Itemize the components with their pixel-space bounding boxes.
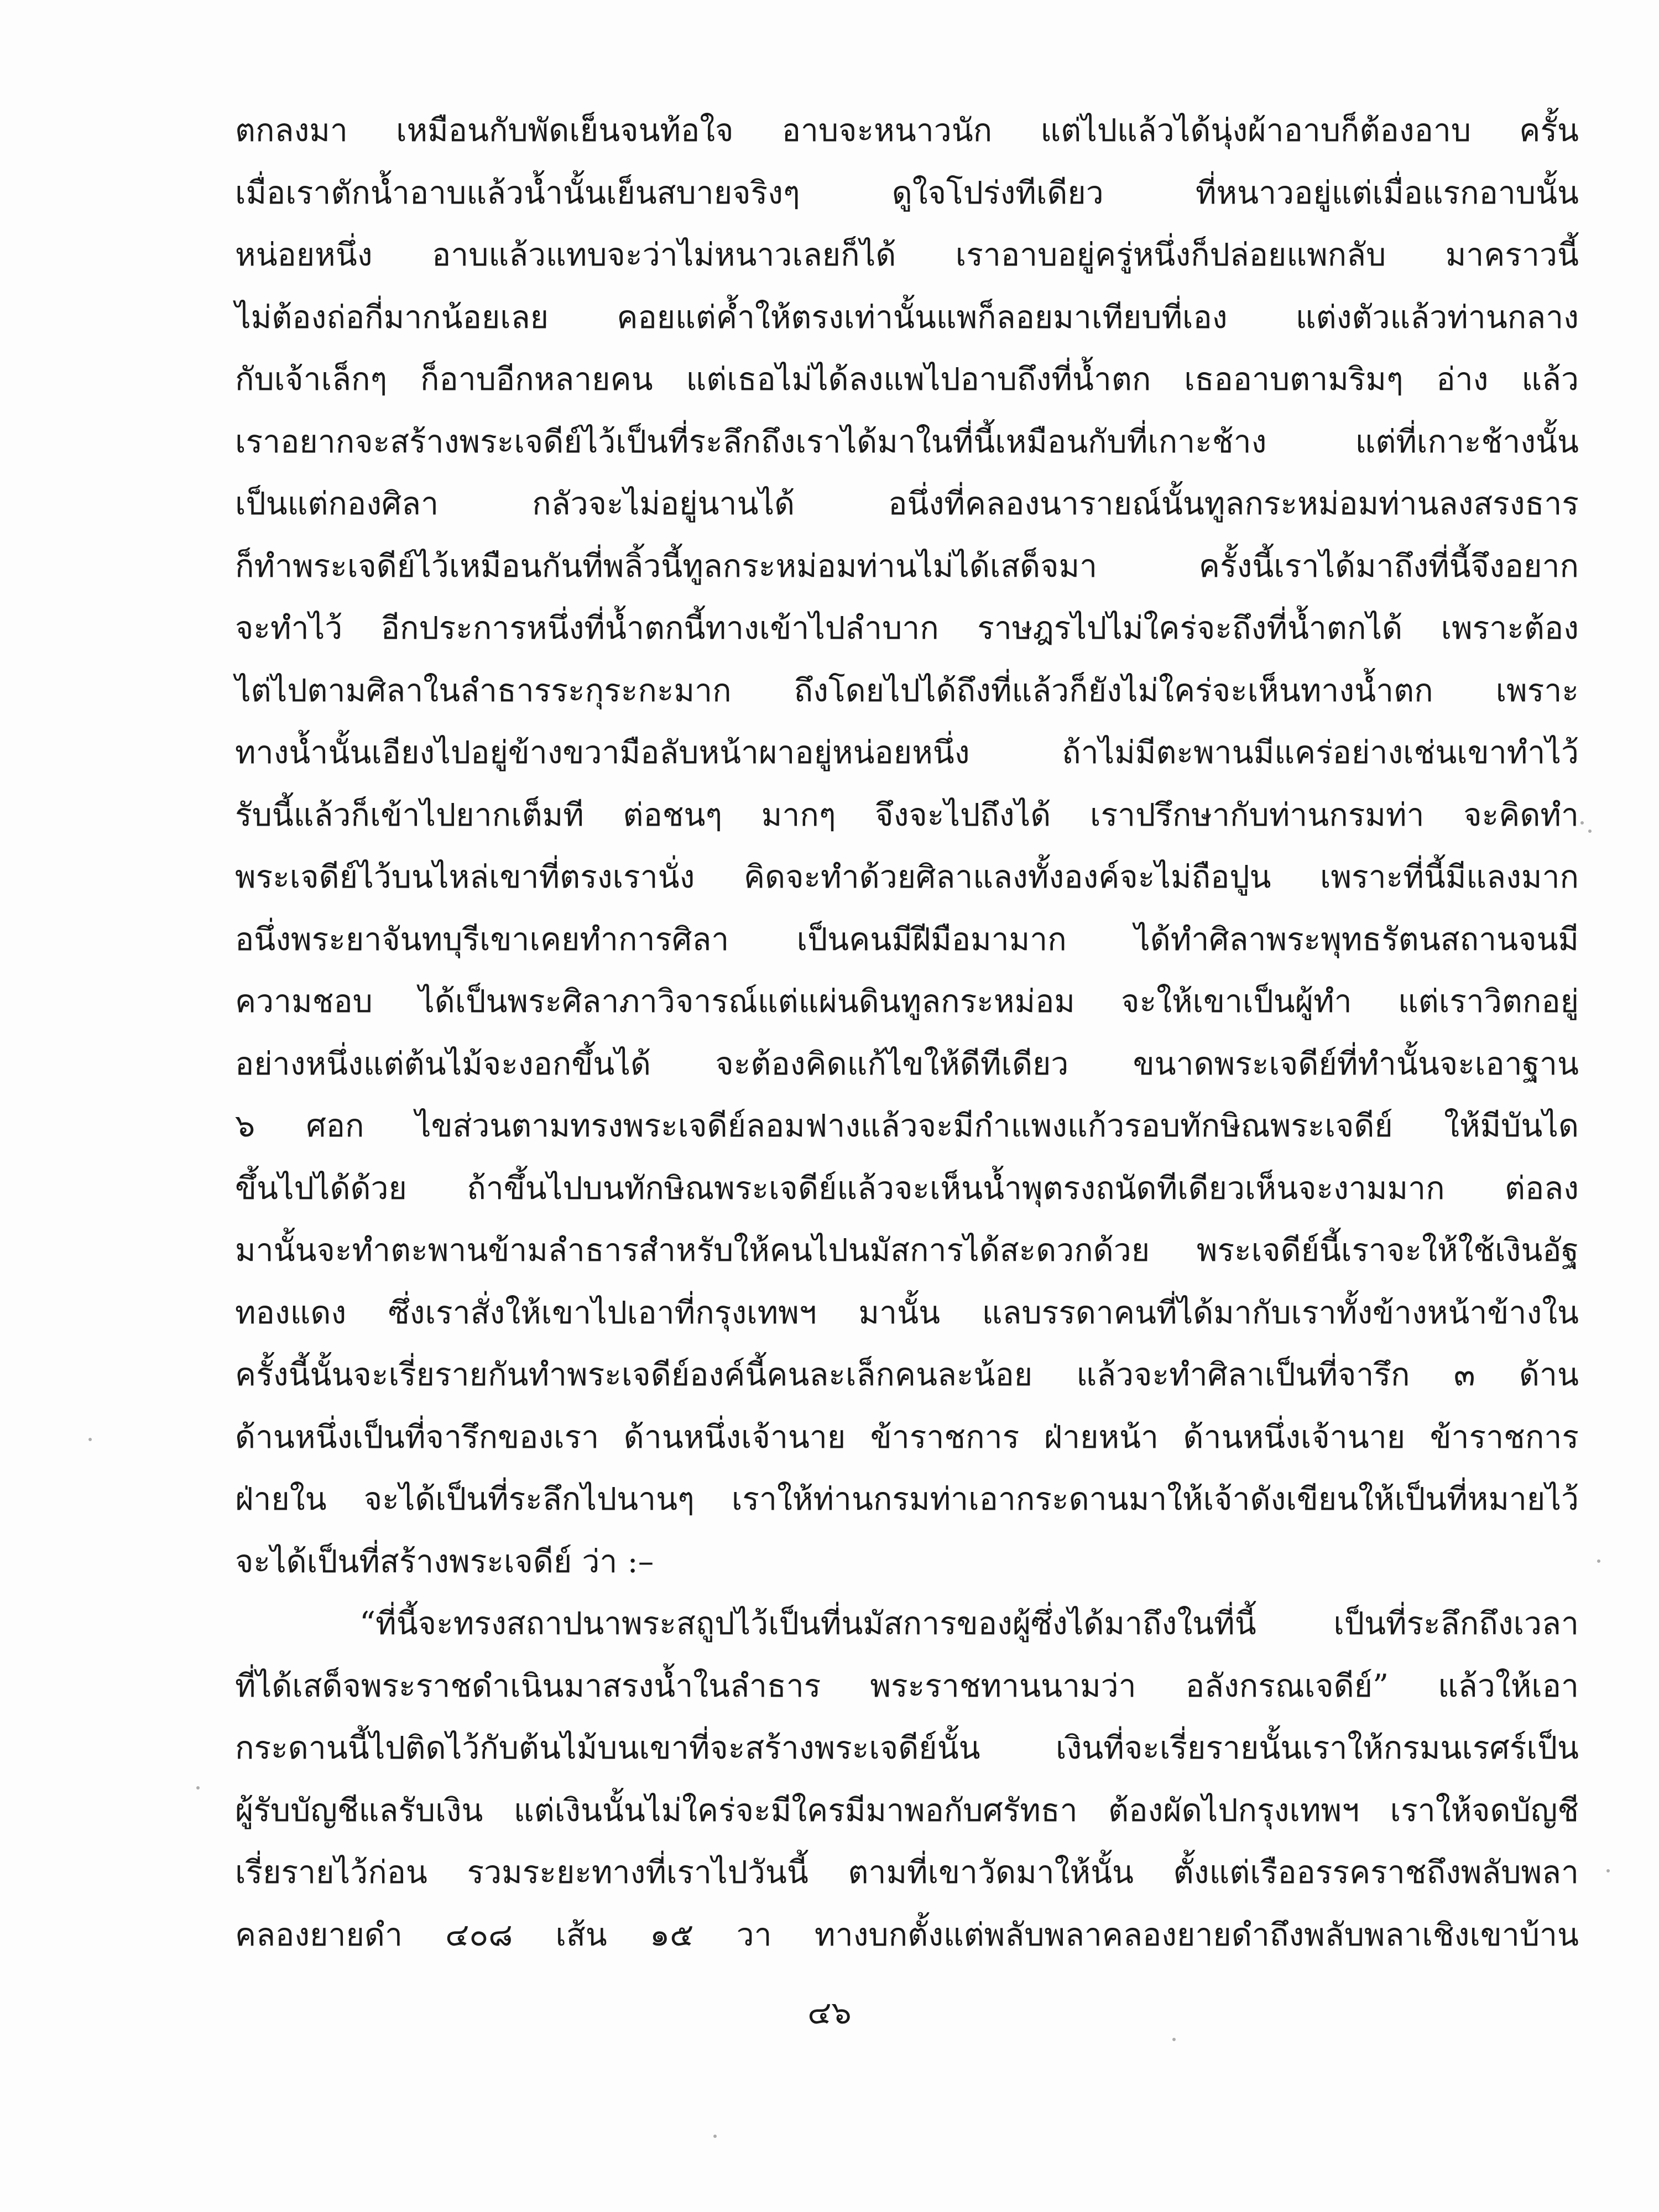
quote-line: “ที่นี้จะทรงสถาปนาพระสถูปไว้เป็นที่นมัสการของผู้ซึ่งได้มาถึงในที่นี้ เป็นที่ระลึกถึงเวลา	[359, 1605, 1579, 1642]
text-line: ไต่ไปตามศิลาในลำธารระกุระกะมาก ถึงโดยไปได้ถึงที่แล้วก็ยังไม่ใคร่จะเห็นทางน้ำตก เพราะ	[235, 672, 1579, 709]
page-number: ๔๖	[807, 1995, 852, 2031]
scan-speck	[88, 1438, 92, 1441]
text-line: คลองยายดำ ๔๐๘ เส้น ๑๕ วา ทางบกตั้งแต่พลับพลาคลองยายดำถึงพลับพลาเชิงเขาบ้าน	[235, 1916, 1579, 1953]
text-line: ทางน้ำนั้นเอียงไปอยู่ข้างขวามือลับหน้าผาอยู่หน่อยหนึ่ง ถ้าไม่มีตะพานมีแคร่อย่างเช่นเขาทำไว้	[235, 734, 1579, 771]
text-line: ฝ่ายใน จะได้เป็นที่ระลึกไปนานๆ เราให้ท่านกรมท่าเอากระดานมาให้เจ้าดังเขียนให้เป็นที่หมายไว้	[235, 1481, 1579, 1517]
body-text	[235, 100, 1579, 1966]
scan-speck	[196, 1786, 200, 1790]
text-line: กระดานนี้ไปติดไว้กับต้นไม้บนเขาที่จะสร้างพระเจดีย์นั้น เงินที่จะเรี่ยรายนั้นเราให้กรมนเรศร์เป็น	[235, 1730, 1579, 1766]
text-line: ขึ้นไปได้ด้วย ถ้าขึ้นไปบนทักษิณพระเจดีย์แล้วจะเห็นน้ำพุตรงถนัดทีเดียวเห็นจะงามมาก ต่อลง	[235, 1170, 1579, 1207]
text-line: ตกลงมา เหมือนกับพัดเย็นจนท้อใจ อาบจะหนาวนัก แต่ไปแล้วได้นุ่งผ้าอาบก็ต้องอาบ ครั้น	[235, 112, 1579, 149]
text-line: จะทำไว้ อีกประการหนึ่งที่น้ำตกนี้ทางเข้าไปลำบาก ราษฎรไปไม่ใคร่จะถึงที่น้ำตกได้ เพราะต้อง	[235, 610, 1579, 646]
scan-speck	[713, 2135, 717, 2138]
quote-line: ที่ได้เสด็จพระราชดำเนินมาสรงน้ำในลำธาร พระราชทานนามว่า อลังกรณเจดีย์” แล้วให้เอา	[235, 1667, 1579, 1704]
scan-speck	[1580, 821, 1584, 825]
text-line: ด้านหนึ่งเป็นที่จารึกของเรา ด้านหนึ่งเจ้านาย ข้าราชการ ฝ่ายหน้า ด้านหนึ่งเจ้านาย ข้าราชการ	[235, 1418, 1579, 1455]
text-line: ผู้รับบัญชีแลรับเงิน แต่เงินนั้นไม่ใคร่จะมีใครมีมาพอกับศรัทธา ต้องผัดไปกรุงเทพฯ เราให้จดบัญชี	[235, 1792, 1579, 1829]
text-line: เรี่ยรายไว้ก่อน รวมระยะทางที่เราไปวันนี้ ตามที่เขาวัดมาให้นั้น ตั้งแต่เรืออรรคราชถึงพลับพลา	[235, 1854, 1579, 1891]
text-line: เป็นแต่กองศิลา กลัวจะไม่อยู่นานได้ อนึ่งที่คลองนารายณ์นั้นทูลกระหม่อมท่านลงสรงธาร	[235, 486, 1579, 522]
text-line: อนึ่งพระยาจันทบุรีเขาเคยทำการศิลา เป็นคนมีฝีมือมามาก ได้ทำศิลาพระพุทธรัตนสถานจนมี	[235, 921, 1579, 958]
text-line: เราอยากจะสร้างพระเจดีย์ไว้เป็นที่ระลึกถึงเราได้มาในที่นี้เหมือนกับที่เกาะช้าง แต่ที่เกาะช้างนั้น	[235, 423, 1579, 460]
text-line: ไม่ต้องถ่อกี่มากน้อยเลย คอยแต่ค้ำให้ตรงเท่านั้นแพก็ลอยมาเทียบที่เอง แต่งตัวแล้วท่านกลาง	[235, 299, 1579, 336]
text-line: ครั้งนี้นั้นจะเรี่ยรายกันทำพระเจดีย์องค์นี้คนละเล็กคนละน้อย แล้วจะทำศิลาเป็นที่จารึก ๓ ด้าน	[235, 1357, 1579, 1393]
text-line: มานั้นจะทำตะพานข้ามลำธารสำหรับให้คนไปนมัสการได้สะดวกด้วย พระเจดีย์นี้เราจะให้ใช้เงินอัฐ	[235, 1232, 1579, 1269]
text-line: พระเจดีย์ไว้บนไหล่เขาที่ตรงเรานั่ง คิดจะทำด้วยศิลาแลงทั้งองค์จะไม่ถือปูน เพราะที่นี้มีแลงมาก	[235, 859, 1579, 895]
text-line: เมื่อเราตักน้ำอาบแล้วน้ำนั้นเย็นสบายจริงๆ ดูใจโปร่งทีเดียว ที่หนาวอยู่แต่เมื่อแรกอาบนั้น	[235, 174, 1579, 211]
scan-speck	[1588, 830, 1592, 833]
text-line: รับนี้แล้วก็เข้าไปยากเต็มที ต่อชนๆ มากๆ จึงจะไปถึงได้ เราปรึกษากับท่านกรมท่า จะคิดทำ	[235, 796, 1579, 833]
text-line: อย่างหนึ่งแต่ต้นไม้จะงอกขึ้นได้ จะต้องคิดแก้ไขให้ดีทีเดียว ขนาดพระเจดีย์ที่ทำนั้นจะเอาฐาน	[235, 1045, 1579, 1082]
text-line: ทองแดง ซึ่งเราสั่งให้เขาไปเอาที่กรุงเทพฯ มานั้น แลบรรดาคนที่ได้มากับเราทั้งข้างหน้าข้างใน	[235, 1294, 1579, 1331]
text-line: จะได้เป็นที่สร้างพระเจดีย์ ว่า :–	[235, 1543, 654, 1580]
scan-speck	[1606, 1869, 1610, 1872]
text-line: หน่อยหนึ่ง อาบแล้วแทบจะว่าไม่หนาวเลยก็ได้ เราอาบอยู่ครู่หนึ่งก็ปล่อยแพกลับ มาคราวนี้	[235, 237, 1579, 273]
text-line: ก็ทำพระเจดีย์ไว้เหมือนกันที่พลิ้วนี้ทูลกระหม่อมท่านไม่ได้เสด็จมา ครั้งนี้เราได้มาถึงที่นี้จึงอยาก	[235, 547, 1579, 585]
scan-speck	[1172, 2038, 1176, 2041]
text-line: ความชอบ ได้เป็นพระศิลาภาวิจารณ์แต่แผ่นดินทูลกระหม่อม จะให้เขาเป็นผู้ทำ แต่เราวิตกอยู่	[235, 983, 1579, 1020]
text-line: กับเจ้าเล็กๆ ก็อาบอีกหลายคน แต่เธอไม่ได้ลงแพไปอาบถึงที่น้ำตก เธออาบตามริมๆ อ่าง แล้ว	[235, 361, 1579, 398]
text-line: ๖ ศอก ไขส่วนตามทรงพระเจดีย์ลอมฟางแล้วจะมีกำแพงแก้วรอบทักษิณพระเจดีย์ ให้มีบันได	[235, 1108, 1579, 1144]
scan-speck	[1597, 1559, 1600, 1563]
